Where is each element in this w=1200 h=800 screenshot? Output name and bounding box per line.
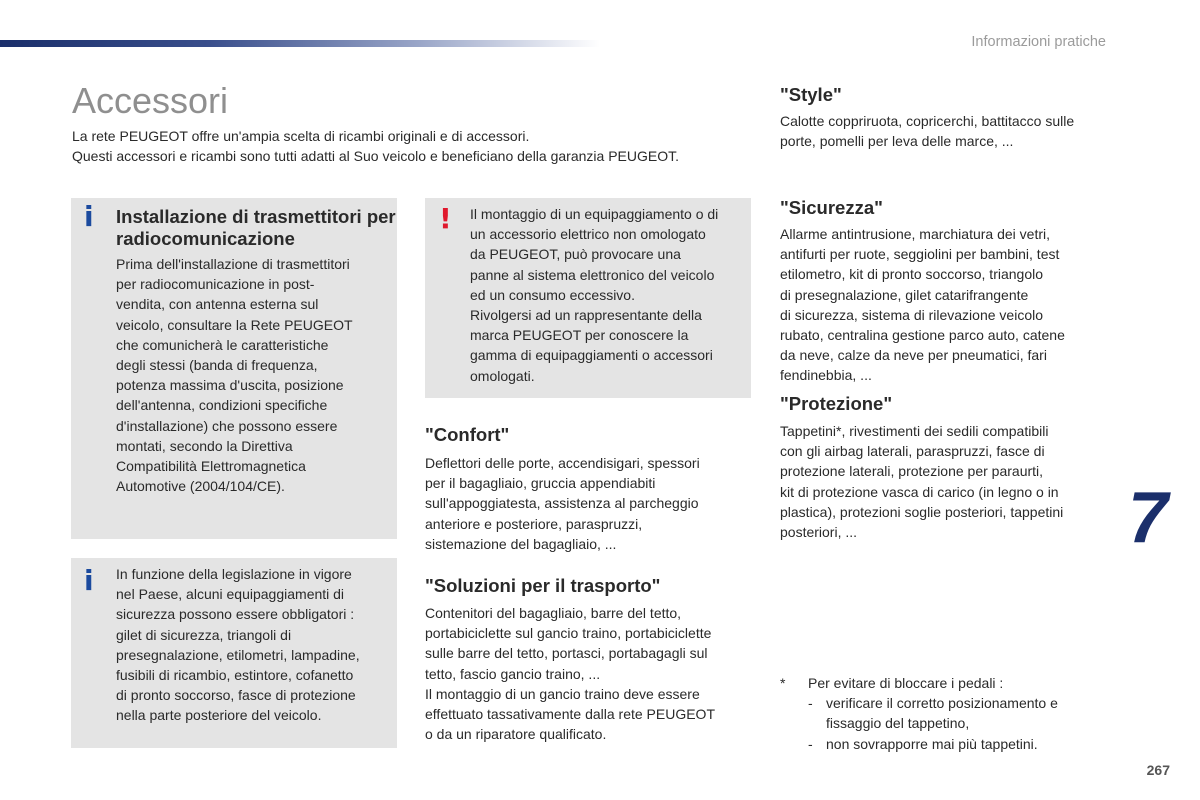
text-line: etilometro, kit di pronto soccorso, triangolo [780,266,1044,283]
text-line: Il montaggio di un equipaggiamento o di [470,206,719,222]
text-line: Automotive (2004/104/CE). [116,478,285,495]
text-line: sistemazione del bagagliaio, ... [425,535,617,552]
footnote-item [780,734,1058,754]
text-line: per radiocomunicazione in post- [116,276,315,293]
text-line: plastica), protezioni soglie posteriori, tappetini [780,503,1064,520]
text-line: omologati. [470,367,535,384]
text-line: kit di protezione vasca di carico (in legno o in [780,483,1059,500]
text-line: dell'antenna, condizioni specifiche [116,397,328,414]
text-line: Compatibilità Elettromagnetica [116,458,306,475]
text-line: degli stessi (banda di frequenza, [116,357,318,374]
text-line: o da un riparatore qualificato. [425,726,607,743]
header-gradient-bar [0,40,600,47]
info-box-radio [71,198,397,539]
intro-line: Questi accessori e ricambi sono tutti adatti al Suo veicolo e beneficiano della garanzia PEUGEOT. [72,148,679,164]
footnote-item-text: non sovrapporre mai più tappetini. [826,735,1038,752]
text-line: di pronto soccorso, fasce di protezione [116,687,356,704]
text-line: d'installazione) che possono essere [116,417,338,434]
footnote-item [780,693,1058,713]
text-line: fendinebbia, ... [780,367,872,384]
footnote-row [780,673,1058,693]
footnote-dash: - [808,695,813,712]
footnote-dash: - [808,735,813,752]
text-line: da neve, calze da neve per pneumatici, fari [780,347,1047,364]
style-text [780,111,1120,151]
text-line: In funzione della legislazione in vigore [116,566,352,582]
protezione-text [780,421,1120,542]
text-line: gilet di sicurezza, triangoli di [116,626,292,643]
protezione-heading: "Protezione" [780,393,893,414]
warning-box [425,198,751,398]
text-line: tetto, fascio gancio traino, ... [425,665,601,682]
text-line: nel Paese, alcuni equipaggiamenti di [116,586,345,603]
text-line: Contenitori del bagagliaio, barre del tetto, [425,605,682,621]
text-line: porte, pomelli per leva delle marce, ... [780,133,1014,150]
trasporto-text [425,603,760,744]
trasporto-heading: "Soluzioni per il trasporto" [425,575,661,596]
text-line: posteriori, ... [780,524,858,541]
footnote-item-text: verificare il corretto posizionamento e [826,695,1058,712]
info-icon: i [84,564,94,597]
text-line: protezione laterali, protezione per paraurti, [780,463,1044,480]
text-line: da PEUGEOT, può provocare una [470,246,681,263]
text-line: potenza massima d'uscita, posizione [116,377,344,394]
text-line: veicolo, consultare la Rete PEUGEOT [116,316,353,333]
text-line: vendita, con antenna esterna sul [116,296,319,313]
text-line: rubato, centralina gestione parco auto, catene [780,327,1065,344]
confort-text [425,453,755,554]
text-line: marca PEUGEOT per conoscere la [470,327,689,344]
footnote-item-text: fissaggio del tappetino, [826,715,970,732]
page-title: Accessori [72,80,229,121]
info-icon: i [84,200,94,233]
text-line: che comunicherà le caratteristiche [116,336,329,353]
footnote-mark: * [780,675,786,691]
text-line: effettuato tassativamente dalla rete PEUGEOT [425,706,716,723]
text-line: per il bagagliaio, gruccia appendiabiti [425,475,656,492]
exclamation-icon: ! [439,202,452,235]
intro-line: La rete PEUGEOT offre un'ampia scelta di ricambi originali e di accessori. [72,128,530,144]
confort-heading: "Confort" [425,424,510,445]
text-line: Allarme antintrusione, marchiatura dei vetri, [780,226,1051,242]
text-line: fusibili di ricambio, estintore, cofanetto [116,667,354,684]
text-line: nella parte posteriore del veicolo. [116,707,322,724]
text-line: Il montaggio di un gancio traino deve essere [425,685,700,702]
text-line: con gli airbag laterali, paraspruzzi, fasce di [780,443,1045,460]
text-line: Deflettori delle porte, accendisigari, spessori [425,455,700,471]
text-line: antifurti per ruote, seggiolini per bambini, test [780,246,1060,263]
warning-text [470,204,750,386]
text-line: montati, secondo la Direttiva [116,437,293,454]
text-line: Prima dell'installazione di trasmettitori [116,256,350,272]
page-number: 267 [1146,762,1170,778]
info-box-text [116,564,396,726]
sicurezza-heading: "Sicurezza" [780,197,883,218]
sicurezza-text [780,224,1120,386]
intro-text [72,126,679,166]
text-line: sull'appoggiatesta, assistenza al parcheggio [425,495,699,512]
info-box-legislation [71,558,397,748]
text-line: sicurezza possono essere obbligatori : [116,606,355,623]
info-box-text [116,254,396,496]
footnote [780,673,1058,754]
footnote-text: Per evitare di bloccare i pedali : [808,675,1004,691]
text-line: gamma di equipaggiamenti o accessori [470,347,713,364]
style-heading: "Style" [780,84,842,105]
footnote-item-continued [780,713,1058,733]
text-line: Calotte coppriruota, copricerchi, battitacco sulle [780,113,1075,129]
text-line: un accessorio elettrico non omologato [470,226,706,243]
text-line: anteriore e posteriore, paraspruzzi, [425,515,643,532]
text-line: panne al sistema elettronico del veicolo [470,266,715,283]
text-line: di presegnalazione, gilet catarifrangente [780,286,1029,303]
text-line: di sicurezza, sistema di rilevazione veicolo [780,306,1043,323]
info-box-title: Installazione di trasmettitori per radiocomunicazione [116,206,396,249]
text-line: ed un consumo eccessivo. [470,286,635,303]
text-line: sulle barre del tetto, portasci, portabagagli sul [425,645,708,662]
text-line: presegnalazione, etilometri, lampadine, [116,646,360,663]
chapter-number: 7 [1128,478,1169,558]
text-line: Tappetini*, rivestimenti dei sedili compatibili [780,423,1049,439]
text-line: Rivolgersi ad un rappresentante della [470,307,702,324]
section-header: Informazioni pratiche [971,34,1106,50]
text-line: portabiciclette sul gancio traino, portabiciclette [425,625,712,642]
